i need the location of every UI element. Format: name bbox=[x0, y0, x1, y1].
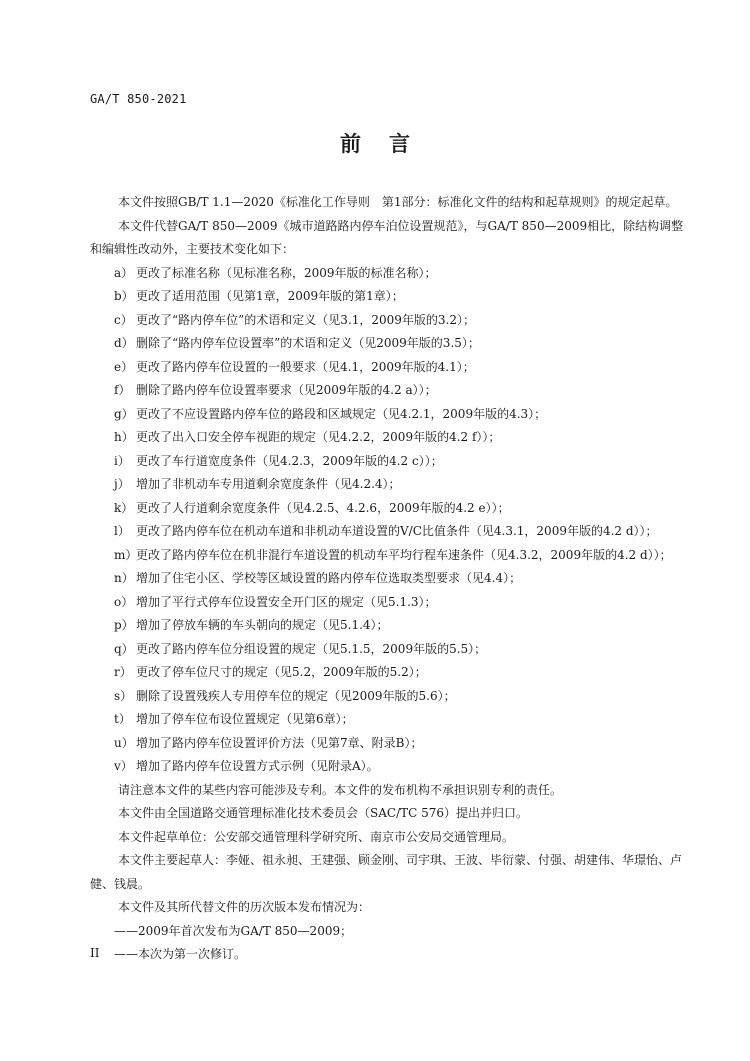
list-item bbox=[90, 403, 690, 427]
list-item bbox=[90, 567, 690, 591]
list-marker: d） bbox=[114, 336, 134, 350]
list-item bbox=[90, 356, 690, 380]
history-item: ——2009年首次发布为GA/T 850—2009； bbox=[114, 923, 353, 938]
list-item bbox=[90, 708, 690, 732]
list-item-text: 更改了车行道宽度条件（见4.2.3，2009年版的4.2 c））； bbox=[136, 453, 443, 468]
drafters: 本文件主要起草人：李娅、祖永昶、王建强、顾金刚、司宇琪、王波、毕衍蒙、付强、胡建伟、华璟怡、卢健、钱晨。 bbox=[90, 853, 683, 891]
list-marker: i） bbox=[114, 453, 130, 468]
list-item bbox=[90, 497, 690, 521]
list-item bbox=[90, 661, 690, 685]
list-item-text: 更改了标准名称（见标准名称，2009年版的标准名称）； bbox=[136, 265, 437, 280]
history-item: ——本次为第一次修订。 bbox=[114, 947, 247, 961]
patent-notice: 请注意本文件的某些内容可能涉及专利。本文件的发布机构不承担识别专利的责任。 bbox=[118, 782, 563, 797]
list-item bbox=[90, 309, 690, 333]
list-item bbox=[90, 755, 690, 779]
list-item bbox=[90, 332, 690, 356]
page-title: 前言 bbox=[340, 132, 438, 156]
list-item bbox=[90, 379, 690, 403]
list-marker: s） bbox=[114, 688, 133, 703]
list-marker: v） bbox=[114, 759, 133, 773]
history-intro: 本文件及其所代替文件的历次版本发布情况为： bbox=[118, 900, 371, 914]
list-marker: m） bbox=[114, 547, 138, 562]
list-item-text: 增加了平行式停车位设置安全开门区的规定（见5.1.3）； bbox=[136, 594, 437, 609]
list-item-text: 更改了停车位尺寸的规定（见5.2，2009年版的5.2）； bbox=[136, 665, 427, 679]
list-item bbox=[90, 614, 690, 638]
list-marker: q） bbox=[114, 641, 134, 656]
list-marker: b） bbox=[114, 289, 134, 303]
list-marker: o） bbox=[114, 594, 134, 609]
list-item-text: 增加了停放车辆的车头朝向的规定（见5.1.4）； bbox=[136, 618, 389, 632]
list-item-text: 更改了路内停车位在机动车道和非机动车道设置的V/C比值条件（见4.3.1，2009年版的4.2 d））； bbox=[136, 524, 658, 538]
list-item-text: 增加了路内停车位设置评价方法（见第7章、附录B）； bbox=[136, 735, 423, 750]
intro-paragraph: 本文件按照GB/T 1.1—2020《标准化工作导则 第1部分：标准化文件的结构和起草规则》的规定起草。 bbox=[118, 195, 678, 209]
list-item bbox=[90, 732, 690, 756]
list-item-text: 更改了人行道剩余宽度条件（见4.2.5、4.2.6，2009年版的4.2 e））； bbox=[136, 500, 510, 515]
list-item-text: 增加了住宅小区、学校等区域设置的路内停车位选取类型要求（见4.4）； bbox=[136, 571, 522, 585]
list-item-text: 更改了不应设置路内停车位的路段和区域规定（见4.2.1，2009年版的4.3）； bbox=[136, 406, 547, 421]
list-marker: l） bbox=[114, 524, 130, 538]
foreword-body bbox=[90, 191, 690, 967]
list-item-text: 更改了出入口安全停车视距的规定（见4.2.2，2009年版的4.2 f））； bbox=[136, 430, 501, 444]
document-code: GA/T 850-2021 bbox=[90, 92, 187, 106]
list-item-text: 增加了停车位布设位置规定（见第6章）； bbox=[136, 712, 354, 726]
list-marker: e） bbox=[114, 359, 134, 374]
list-marker: p） bbox=[114, 618, 134, 632]
list-item bbox=[90, 544, 690, 568]
list-item-text: 增加了路内停车位设置方式示例（见附录A）。 bbox=[136, 759, 379, 773]
list-item-text: 更改了“路内停车位”的术语和定义（见3.1，2009年版的3.2）； bbox=[136, 312, 475, 327]
list-item-text: 更改了适用范围（见第1章，2009年版的第1章）； bbox=[136, 289, 404, 303]
list-marker: c） bbox=[114, 312, 133, 327]
changes-list bbox=[90, 262, 690, 779]
list-marker: h） bbox=[114, 430, 134, 444]
list-marker: r） bbox=[114, 665, 132, 679]
list-marker: t） bbox=[114, 712, 131, 726]
list-marker: f） bbox=[114, 383, 131, 397]
list-marker: a） bbox=[114, 265, 134, 280]
list-item-text: 删除了路内停车位设置率要求（见2009年版的4.2 a））； bbox=[136, 383, 437, 397]
list-item-text: 删除了“路内停车位设置率”的术语和定义（见2009年版的3.5）； bbox=[136, 336, 480, 350]
list-item bbox=[90, 450, 690, 474]
drafting-units: 本文件起草单位：公安部交通管理科学研究所、南京市公安局交通管理局。 bbox=[118, 829, 515, 844]
list-marker: k） bbox=[114, 500, 134, 515]
list-item-text: 增加了非机动车专用道剩余宽度条件（见4.2.4）； bbox=[136, 477, 401, 491]
proposer-statement: 本文件由全国道路交通管理标准化技术委员会（SAC/TC 576）提出并归口。 bbox=[118, 806, 529, 820]
intro-paragraph: 本文件代替GA/T 850—2009《城市道路路内停车泊位设置规范》，与GA/T 850—2009相比，除结构调整和编辑性改动外，主要技术变化如下： bbox=[90, 218, 684, 256]
list-marker: j） bbox=[114, 477, 130, 491]
list-item bbox=[90, 262, 690, 286]
list-item-text: 更改了路内停车位在机非混行车道设置的机动车平均行程车速条件（见4.3.2，2009年版的4.2 d））； bbox=[136, 547, 672, 562]
list-item bbox=[90, 520, 690, 544]
list-item bbox=[90, 285, 690, 309]
list-item bbox=[90, 591, 690, 615]
list-marker: g） bbox=[114, 406, 134, 421]
list-item-text: 更改了路内停车位设置的一般要求（见4.1，2009年版的4.1）； bbox=[136, 359, 475, 374]
list-item-text: 更改了路内停车位分组设置的规定（见5.1.5，2009年版的5.5）； bbox=[136, 641, 487, 656]
list-item bbox=[90, 638, 690, 662]
list-item bbox=[90, 426, 690, 450]
list-item-text: 删除了设置残疾人专用停车位的规定（见2009年版的5.6）； bbox=[136, 688, 456, 703]
list-marker: n） bbox=[114, 571, 134, 585]
list-item bbox=[90, 473, 690, 497]
list-marker: u） bbox=[114, 735, 134, 750]
page-number: II bbox=[90, 946, 100, 960]
list-item bbox=[90, 685, 690, 709]
